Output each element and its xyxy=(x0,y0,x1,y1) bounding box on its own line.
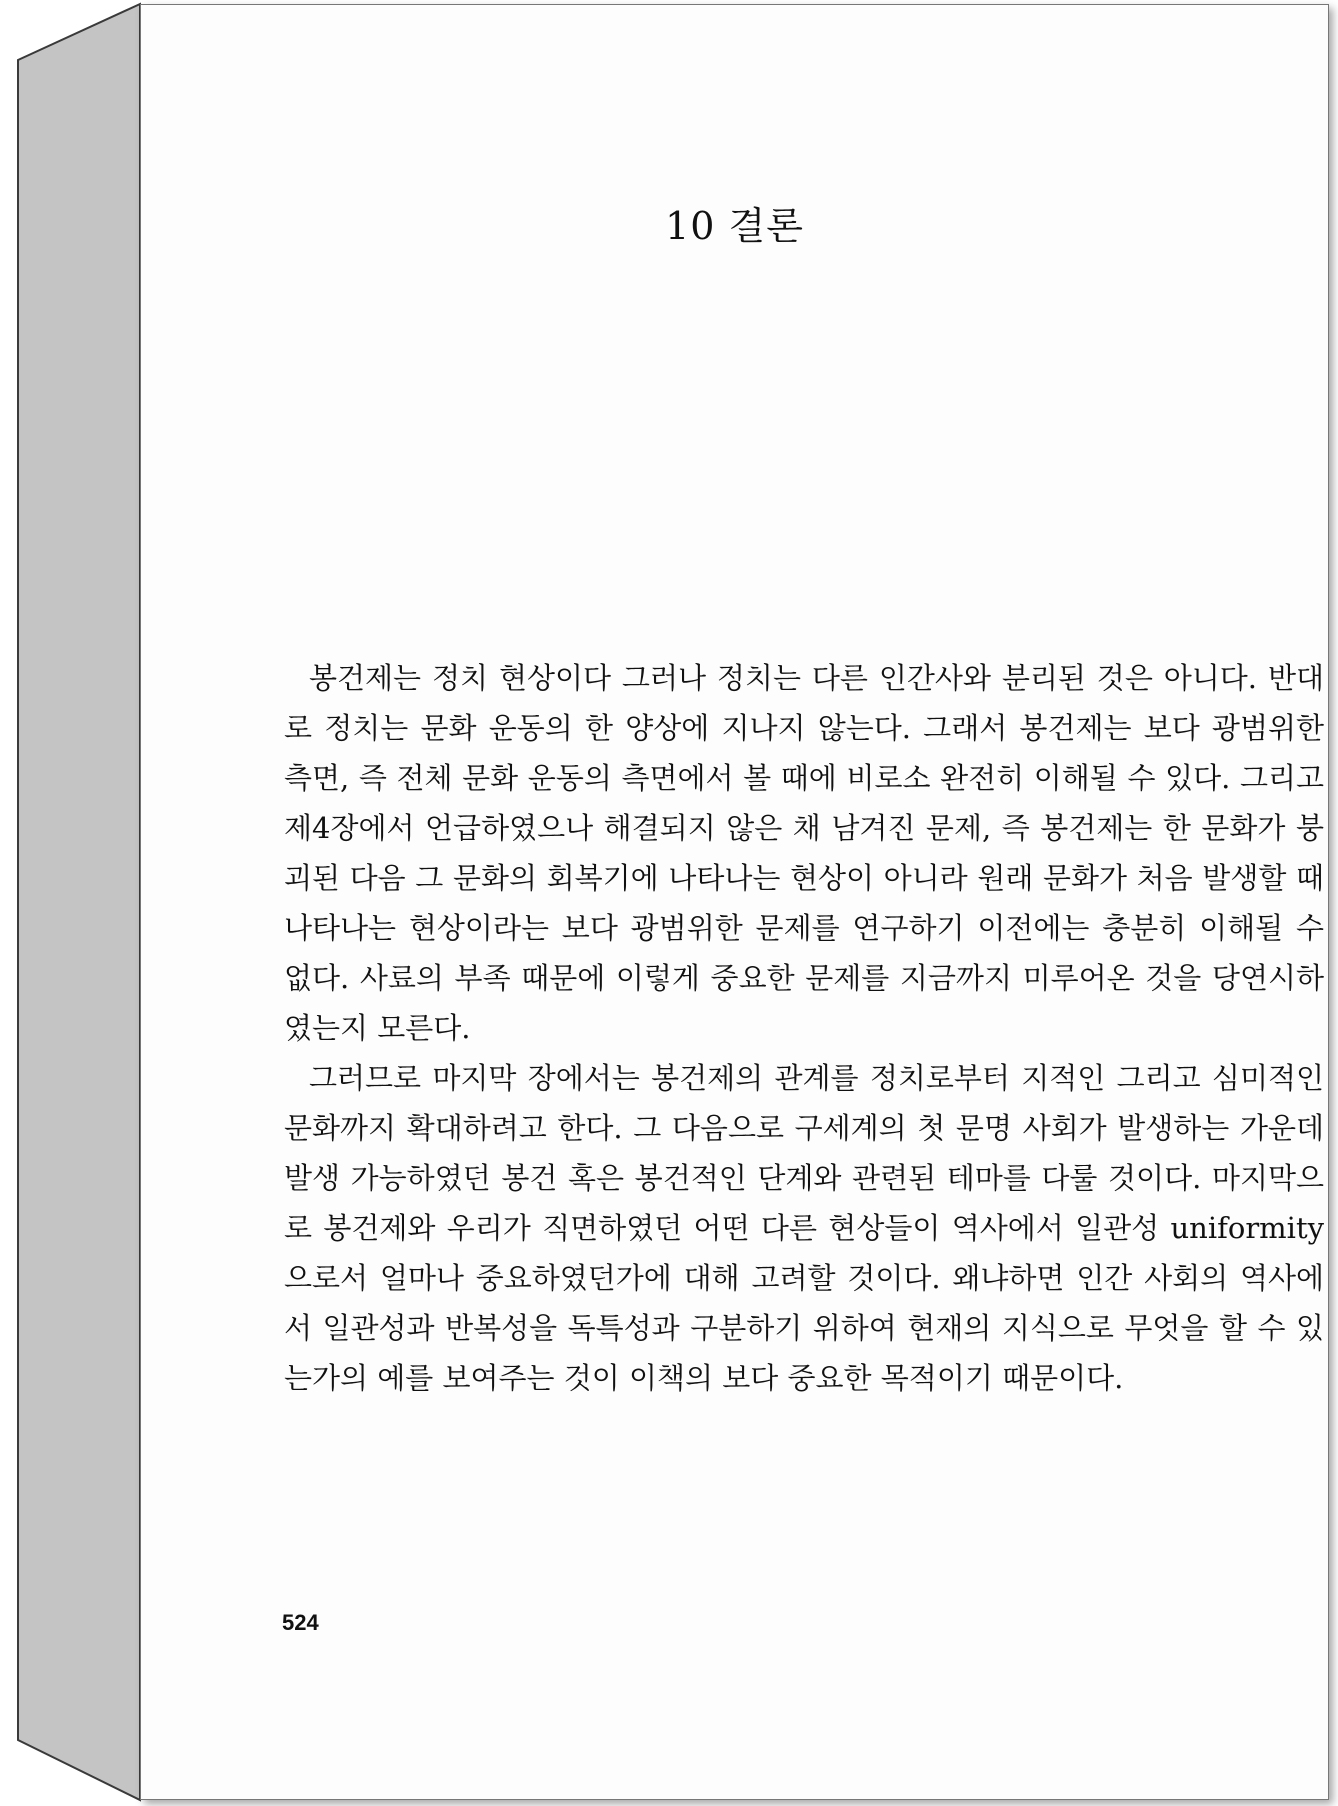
page-number: 524 xyxy=(282,1610,319,1635)
book-page xyxy=(140,4,1329,1800)
body-paragraph-2: 그러므로 마지막 장에서는 봉건제의 관계를 정치로부터 지적인 그리고 심미적인 문화까지 확대하려고 한다. 그 다음으로 구세계의 첫 문명 사회가 발생하는 가운데 발생 가능하였던 봉건 혹은 봉건적인 단계와 관련된 테마를 다룰 것이다. 마지막으로 봉건제와 우리가 직면하였던 어떤 다른 현상들이 역사에서 일관성 uniformity으로서 얼마나 중요하였던가에 대해 고려할 것이다. 왜냐하면 인간 사회의 역사에서 일관성과 반복성을 독특성과 구분하기 위하여 현재의 지식으로 무엇을 할 수 있는가의 예를 보여주는 것이 이책의 보다 중요한 목적이기 때문이다. xyxy=(284,1061,1324,1395)
chapter-body xyxy=(284,653,1324,1403)
chapter-title: 10 결론 xyxy=(665,204,804,248)
body-paragraph-1: 봉건제는 정치 현상이다 그러나 정치는 다른 인간사와 분리된 것은 아니다. 반대로 정치는 문화 운동의 한 양상에 지나지 않는다. 그래서 봉건제는 보다 광범위한 측면, 즉 전체 문화 운동의 측면에서 볼 때에 비로소 완전히 이해될 수 있다. 그리고 제4장에서 언급하였으나 해결되지 않은 채 남겨진 문제, 즉 봉건제는 한 문화가 붕괴된 다음 그 문화의 회복기에 나타나는 현상이 아니라 원래 문화가 처음 발생할 때 나타나는 현상이라는 보다 광범위한 문제를 연구하기 이전에는 충분히 이해될 수 없다. 사료의 부족 때문에 이렇게 중요한 문제를 지금까지 미루어온 것을 당연시하였는지 모른다. xyxy=(284,661,1324,1045)
